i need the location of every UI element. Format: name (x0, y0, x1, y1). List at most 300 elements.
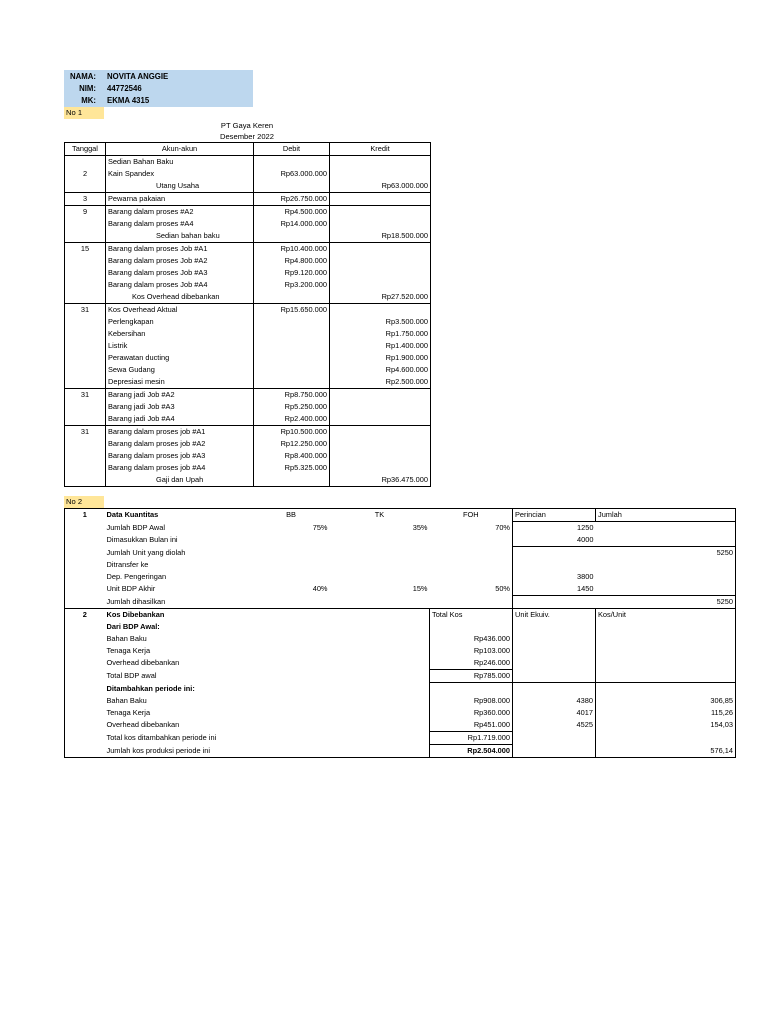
period-title: Desember 2022 (219, 132, 275, 141)
sec2-row (65, 657, 736, 670)
journal-date-cell (65, 364, 106, 376)
foh-value (430, 559, 513, 571)
tk-value (330, 559, 430, 571)
journal-credit-cell (330, 206, 431, 219)
cell-empty (65, 657, 105, 670)
journal-debit-cell: Rp3.200.000 (254, 279, 330, 291)
journal-credit-cell (330, 426, 431, 439)
sec2-row (65, 645, 736, 657)
section-title: Kos Dibebankan (105, 609, 253, 622)
journal-date-cell: 3 (65, 193, 106, 206)
cell-empty (330, 719, 430, 732)
journal-debit-cell (254, 340, 330, 352)
row-label: Unit BDP Akhir (106, 584, 156, 594)
cell-empty (65, 583, 105, 596)
tk-value (330, 534, 430, 547)
cell-empty (330, 633, 430, 645)
kos-unit-value (596, 657, 736, 670)
journal-date-cell (65, 401, 106, 413)
cell-empty (65, 707, 105, 719)
journal-credit-cell: Rp63.000.000 (330, 180, 431, 193)
journal-row (65, 474, 431, 487)
unit-ekuiv-value (513, 683, 596, 696)
total-kos-value: Rp785.000 (430, 670, 513, 683)
journal-acct-cell: Perawatan ducting (106, 352, 254, 364)
jumlah-value: 5250 (596, 547, 736, 560)
foh-value (430, 596, 513, 609)
journal-debit-cell: Rp10.400.000 (254, 243, 330, 256)
sec1-row (65, 522, 736, 535)
unit-ekuiv-value (513, 670, 596, 683)
total-kos-value: Rp246.000 (430, 657, 513, 670)
journal-debit-cell: Rp4.800.000 (254, 255, 330, 267)
journal-acct-cell: Barang jadi Job #A3 (106, 401, 254, 413)
cell-empty (65, 645, 105, 657)
journal-credit-cell (330, 193, 431, 206)
journal-row (65, 376, 431, 389)
row-label: Tenaga Kerja (106, 646, 151, 655)
journal-acct-cell: Depresiasi mesin (106, 376, 254, 389)
journal-date-cell (65, 255, 106, 267)
unit-ekuiv-value (513, 732, 596, 745)
cell-empty (330, 645, 430, 657)
journal-row (65, 438, 431, 450)
journal-debit-cell (254, 328, 330, 340)
journal-row (65, 401, 431, 413)
bb-value: 75% (312, 522, 328, 532)
cell-empty (65, 596, 105, 609)
journal-acct-cell: Barang dalam proses Job #A2 (106, 255, 254, 267)
perincian-value: 1450 (513, 583, 596, 596)
journal-acct-cell: Barang dalam proses job #A3 (106, 450, 254, 462)
journal-row (65, 450, 431, 462)
perincian-value (513, 596, 596, 609)
journal-debit-cell: Rp9.120.000 (254, 267, 330, 279)
journal-date-cell: 31 (65, 304, 106, 317)
journal-credit-cell: Rp1.900.000 (330, 352, 431, 364)
total-kos-value (430, 683, 513, 696)
journal-acct-cell: Barang dalam proses Job #A3 (106, 267, 254, 279)
cell-empty (65, 732, 105, 745)
row-label: Overhead dibebankan (106, 658, 180, 668)
journal-date-cell (65, 376, 106, 389)
jumlah-value (596, 571, 736, 583)
cell-empty (65, 621, 105, 633)
kos-unit-value: 306,85 (596, 695, 736, 707)
bb-value (253, 596, 330, 609)
journal-date-cell (65, 462, 106, 474)
kos-unit-value (596, 621, 736, 633)
sec1-row (65, 571, 736, 583)
journal-credit-cell: Rp2.500.000 (330, 376, 431, 389)
unit-ekuiv-value (513, 657, 596, 670)
journal-debit-cell: Rp26.750.000 (254, 193, 330, 206)
journal-credit-cell (330, 450, 431, 462)
foh-value (430, 571, 513, 583)
col-unit-ekuiv: Unit Ekuiv. (513, 609, 596, 622)
total-kos-value: Rp360.000 (430, 707, 513, 719)
journal-row (65, 180, 431, 193)
mk-value: EKMA 4315 (107, 96, 150, 105)
row-label: Total kos ditambahkan periode ini (106, 733, 217, 742)
unit-ekuiv-value: 4380 (513, 695, 596, 707)
foh-value: 50% (495, 584, 510, 594)
journal-date-cell (65, 316, 106, 328)
nim-label: NIM: (79, 84, 96, 93)
cell-empty (330, 745, 430, 758)
kos-unit-value (596, 683, 736, 696)
tk-value (330, 571, 430, 583)
journal-acct-cell: Kos Overhead dibebankan (106, 291, 254, 304)
journal-debit-cell (254, 376, 330, 389)
sec2-row (65, 745, 736, 758)
cell-empty (65, 670, 105, 683)
jumlah-value (596, 534, 736, 547)
journal-row (65, 304, 431, 317)
journal-credit-cell: Rp3.500.000 (330, 316, 431, 328)
unit-ekuiv-value (513, 633, 596, 645)
perincian-value: 4000 (513, 534, 596, 547)
cell-empty (330, 670, 430, 683)
journal-acct-cell: Utang Usaha (106, 180, 254, 193)
journal-row (65, 206, 431, 219)
sec2-row (65, 670, 736, 683)
cell-empty (65, 547, 105, 560)
journal-date-cell: 9 (65, 206, 106, 219)
journal-credit-cell (330, 462, 431, 474)
journal-debit-cell: Rp8.750.000 (254, 389, 330, 402)
journal-credit-cell: Rp1.400.000 (330, 340, 431, 352)
bb-value (253, 571, 330, 583)
journal-date-cell (65, 340, 106, 352)
journal-row (65, 352, 431, 364)
journal-row (65, 279, 431, 291)
journal-date-cell: 31 (65, 426, 106, 439)
perincian-value (513, 559, 596, 571)
journal-date-cell (65, 180, 106, 193)
jumlah-value (596, 522, 736, 535)
journal-acct-cell: Barang dalam proses job #A2 (106, 438, 254, 450)
journal-debit-cell (254, 364, 330, 376)
total-kos-value: Rp103.000 (430, 645, 513, 657)
total-kos-value: Rp451.000 (430, 719, 513, 732)
journal-row (65, 389, 431, 402)
journal-debit-cell: Rp8.400.000 (254, 450, 330, 462)
cell-empty (330, 707, 430, 719)
journal-acct-cell: Barang dalam proses Job #A1 (106, 243, 254, 256)
bb-value (253, 547, 330, 560)
identity-block (64, 70, 253, 107)
kos-unit-value: 576,14 (596, 745, 736, 758)
journal-date-cell (65, 291, 106, 304)
journal-credit-cell: Rp36.475.000 (330, 474, 431, 487)
kos-unit-value (596, 645, 736, 657)
tk-value: 35% (412, 522, 428, 532)
journal-acct-cell: Listrik (106, 340, 254, 352)
company-title: PT Gaya Keren (220, 121, 274, 130)
journal-debit-cell: Rp4.500.000 (254, 206, 330, 219)
row-label: Jumlah BDP Awal (106, 522, 165, 532)
col-bb: BB (253, 509, 330, 522)
tk-value (330, 596, 430, 609)
journal-date-cell (65, 413, 106, 426)
row-label: Ditransfer ke (106, 560, 149, 569)
journal-debit-cell (254, 291, 330, 304)
journal-row (65, 193, 431, 206)
journal-acct-cell: Barang dalam proses job #A1 (106, 426, 254, 439)
col-total-kos: Total Kos (430, 609, 513, 622)
journal-date-cell (65, 438, 106, 450)
journal-row (65, 255, 431, 267)
total-kos-value: Rp2.504.000 (430, 745, 513, 758)
journal-acct-cell: Barang dalam proses #A2 (106, 206, 254, 219)
journal-date-cell (65, 474, 106, 487)
journal-credit-cell (330, 243, 431, 256)
sec1-row (65, 559, 736, 571)
jumlah-value (596, 583, 736, 596)
cell-empty (65, 559, 105, 571)
col-tk: TK (330, 509, 430, 522)
row-label: Dep. Pengeringan (106, 572, 167, 581)
total-kos-value: Rp436.000 (430, 633, 513, 645)
no1-tag: No 1 (64, 107, 104, 119)
journal-debit-cell (254, 316, 330, 328)
journal-debit-cell: Rp14.000.000 (254, 218, 330, 230)
sec2-row (65, 633, 736, 645)
journal-credit-cell: Rp1.750.000 (330, 328, 431, 340)
journal-debit-cell (254, 230, 330, 243)
row-label: Jumlah kos produksi periode ini (105, 745, 330, 758)
journal-acct-cell: Kebersihan (106, 328, 254, 340)
journal-debit-cell (254, 156, 330, 169)
sec2-row (65, 695, 736, 707)
sec1-row (65, 534, 736, 547)
journal-credit-cell (330, 413, 431, 426)
journal-date-cell (65, 267, 106, 279)
journal-credit-cell (330, 389, 431, 402)
journal-debit-cell: Rp10.500.000 (254, 426, 330, 439)
kos-unit-value: 154,03 (596, 719, 736, 732)
sec1-row (65, 583, 736, 596)
cell-empty (253, 609, 330, 622)
sec2-row (65, 719, 736, 732)
row-label: Total BDP awal (106, 671, 157, 680)
journal-debit-cell: Rp15.650.000 (254, 304, 330, 317)
foh-value (430, 547, 513, 560)
cell-empty (65, 522, 105, 535)
row-label: Bahan Baku (106, 634, 147, 643)
journal-row (65, 340, 431, 352)
cell-empty (330, 683, 430, 696)
journal-acct-cell: Barang dalam proses Job #A4 (106, 279, 254, 291)
journal-date-cell (65, 450, 106, 462)
journal-acct-cell: Kos Overhead Aktual (106, 304, 254, 317)
mk-label: MK: (81, 96, 96, 105)
unit-ekuiv-value: 4525 (513, 719, 596, 732)
bb-value (253, 559, 330, 571)
sec2-row (65, 621, 736, 633)
journal-credit-cell (330, 255, 431, 267)
jumlah-value: 5250 (596, 596, 736, 609)
bb-value: 40% (312, 584, 328, 594)
journal-date-cell (65, 218, 106, 230)
cell-empty (330, 732, 430, 745)
journal-row (65, 168, 431, 180)
row-label: Jumlah dihasilkan (105, 596, 253, 609)
journal-row (65, 230, 431, 243)
total-kos-value: Rp1.719.000 (430, 732, 513, 745)
tk-value (330, 547, 430, 560)
journal-date-cell (65, 328, 106, 340)
perincian-value: 3800 (513, 571, 596, 583)
process-cost-table (64, 508, 736, 758)
journal-credit-cell: Rp18.500.000 (330, 230, 431, 243)
col-kos-unit: Kos/Unit (596, 609, 736, 622)
foh-value: 70% (495, 522, 510, 532)
journal-acct-cell: Perlengkapan (106, 316, 254, 328)
sec2-row (65, 707, 736, 719)
journal-credit-cell (330, 279, 431, 291)
cell-empty (65, 534, 105, 547)
journal-date-cell (65, 230, 106, 243)
journal-debit-cell: Rp63.000.000 (254, 168, 330, 180)
journal-row (65, 218, 431, 230)
section-title: Data Kuantitas (105, 509, 253, 522)
col-jumlah: Jumlah (596, 509, 736, 522)
jumlah-value (596, 559, 736, 571)
journal-credit-cell (330, 401, 431, 413)
row-label: Dari BDP Awal: (106, 622, 160, 631)
kos-unit-value: 115,26 (596, 707, 736, 719)
sec1-row (65, 596, 736, 609)
journal-credit-cell (330, 168, 431, 180)
journal-credit-cell (330, 218, 431, 230)
journal-credit-cell: Rp4.600.000 (330, 364, 431, 376)
sec2-header-row (65, 609, 736, 622)
sec2-row (65, 732, 736, 745)
journal-acct-cell: Barang dalam proses job #A4 (106, 462, 254, 474)
perincian-value: 1250 (513, 522, 596, 535)
nama-value: NOVITA ANGGIE (107, 72, 169, 81)
row-label: Tenaga Kerja (106, 708, 151, 717)
journal-table (64, 142, 431, 487)
unit-ekuiv-value: 4017 (513, 707, 596, 719)
journal-debit-cell: Rp5.250.000 (254, 401, 330, 413)
row-label: Ditambahkan periode ini: (106, 683, 195, 693)
foh-value (430, 534, 513, 547)
journal-header-row (65, 143, 431, 156)
col-foh: FOH (430, 509, 513, 522)
journal-date-cell (65, 352, 106, 364)
cell-empty (330, 695, 430, 707)
journal-acct-cell: Pewarna pakaian (106, 193, 254, 206)
total-kos-value (430, 621, 513, 633)
cell-empty (65, 745, 105, 758)
journal-credit-cell (330, 267, 431, 279)
col-perincian: Perincian (513, 509, 596, 522)
journal-row (65, 413, 431, 426)
cell-empty (65, 695, 105, 707)
journal-debit-cell (254, 180, 330, 193)
journal-row (65, 316, 431, 328)
row-label: Bahan Baku (106, 696, 147, 705)
journal-debit-cell: Rp2.400.000 (254, 413, 330, 426)
journal-row (65, 243, 431, 256)
journal-date-cell (65, 156, 106, 169)
journal-acct-cell: Sedian Bahan Baku (106, 156, 254, 169)
journal-row (65, 291, 431, 304)
row-label: Jumlah Unit yang diolah (106, 547, 186, 557)
journal-date-cell: 31 (65, 389, 106, 402)
cell-empty (330, 609, 430, 622)
journal-header-cell: Kredit (330, 143, 431, 156)
journal-header-cell: Debit (254, 143, 330, 156)
section-number: 1 (65, 509, 105, 522)
row-label: Dimasukkan Bulan ini (106, 535, 178, 545)
journal-acct-cell: Gaji dan Upah (106, 474, 254, 487)
journal-acct-cell: Barang jadi Job #A2 (106, 389, 254, 402)
journal-debit-cell (254, 352, 330, 364)
journal-date-cell (65, 279, 106, 291)
journal-row (65, 328, 431, 340)
journal-row (65, 267, 431, 279)
sec1-row (65, 547, 736, 560)
journal-acct-cell: Barang jadi Job #A4 (106, 413, 254, 426)
sec1-header-row (65, 509, 736, 522)
journal-debit-cell: Rp5.325.000 (254, 462, 330, 474)
journal-credit-cell (330, 438, 431, 450)
journal-credit-cell: Rp27.520.000 (330, 291, 431, 304)
journal-row (65, 426, 431, 439)
cell-empty (65, 719, 105, 732)
no2-tag: No 2 (64, 496, 104, 508)
cell-empty (65, 571, 105, 583)
journal-debit-cell (254, 474, 330, 487)
sec2-row (65, 683, 736, 696)
bb-value (253, 534, 330, 547)
perincian-value (513, 547, 596, 560)
tk-value: 15% (412, 584, 428, 594)
section-number: 2 (65, 609, 105, 622)
journal-header-cell: Tanggal (65, 143, 106, 156)
journal-row (65, 364, 431, 376)
total-kos-value: Rp908.000 (430, 695, 513, 707)
journal-credit-cell (330, 304, 431, 317)
cell-empty (65, 633, 105, 645)
nim-value: 44772546 (107, 84, 142, 93)
journal-acct-cell: Sewa Gudang (106, 364, 254, 376)
kos-unit-value (596, 633, 736, 645)
nama-label: NAMA: (70, 72, 96, 81)
cell-empty (330, 621, 430, 633)
journal-acct-cell: Kain Spandex (106, 168, 254, 180)
journal-date-cell: 2 (65, 168, 106, 180)
row-label: Overhead dibebankan (106, 720, 180, 730)
journal-debit-cell: Rp12.250.000 (254, 438, 330, 450)
journal-credit-cell (330, 156, 431, 169)
journal-row (65, 156, 431, 169)
unit-ekuiv-value (513, 745, 596, 758)
unit-ekuiv-value (513, 621, 596, 633)
journal-header-cell: Akun-akun (106, 143, 254, 156)
journal-acct-cell: Sedian bahan baku (106, 230, 254, 243)
cell-empty (330, 657, 430, 670)
journal-date-cell: 15 (65, 243, 106, 256)
cell-empty (65, 683, 105, 696)
unit-ekuiv-value (513, 645, 596, 657)
kos-unit-value (596, 670, 736, 683)
kos-unit-value (596, 732, 736, 745)
